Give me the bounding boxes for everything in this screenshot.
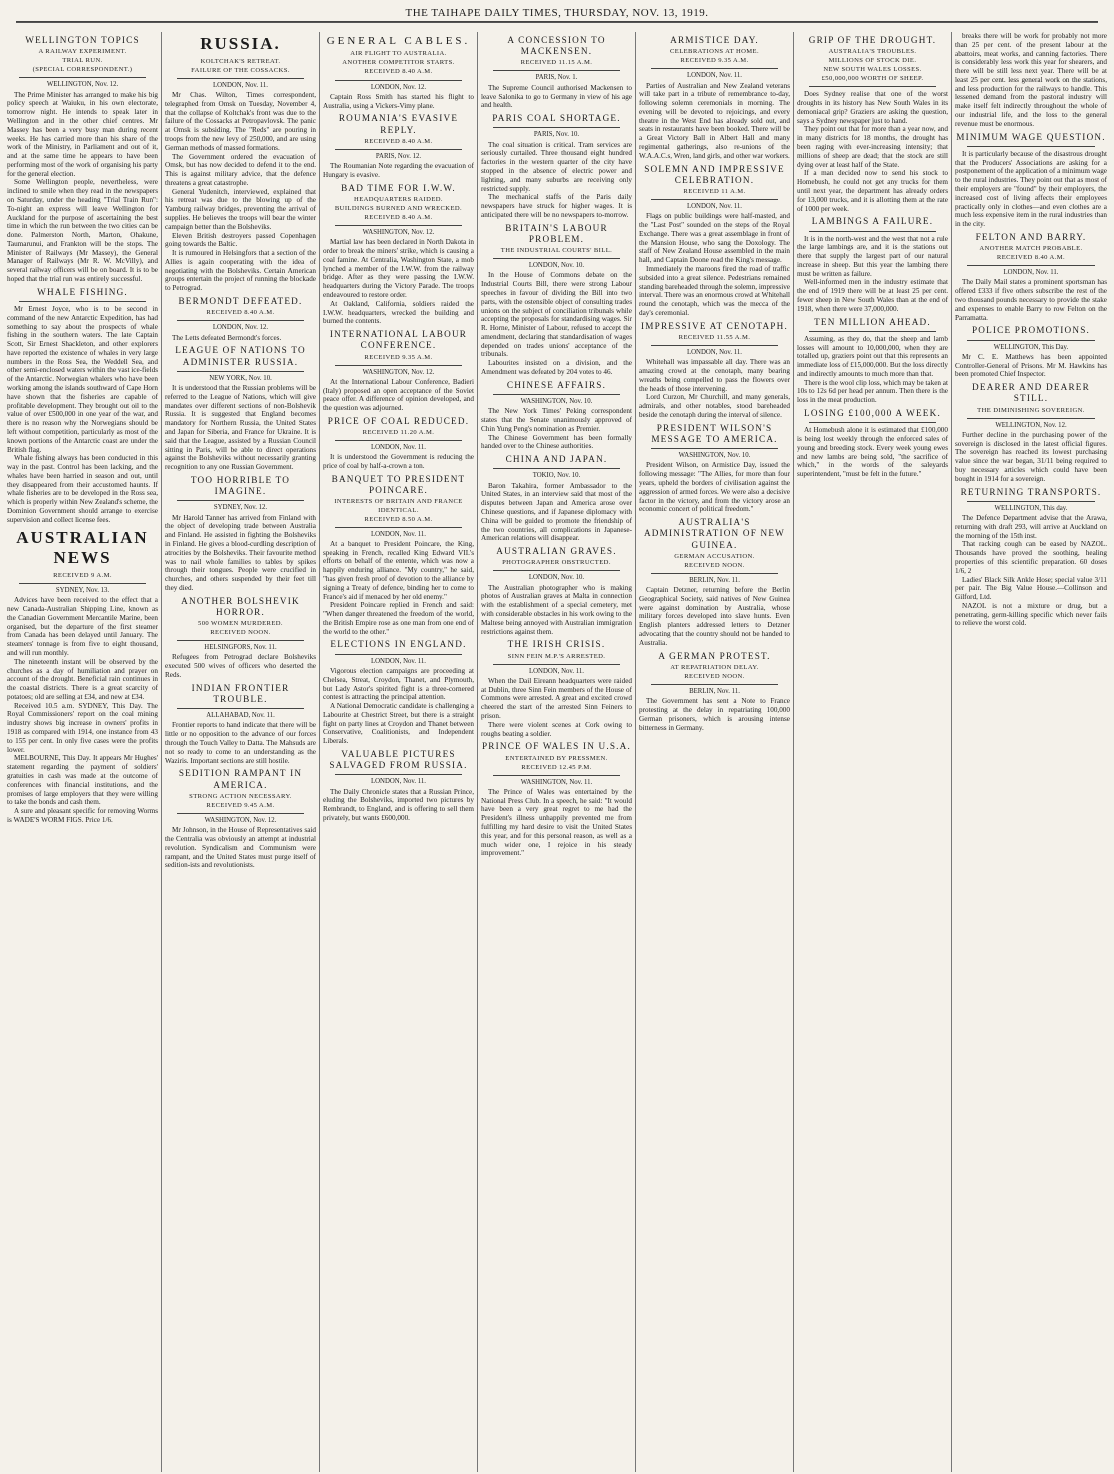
article-subheading: RECEIVED 9.35 A.M. <box>364 353 433 361</box>
paragraph: President Poincare replied in French and said: "When danger threatened the freedom of the world, the British Empire rose as one man from one end of the world to the other." <box>323 601 474 636</box>
article-subheading: 500 WOMEN MURDERED. <box>198 620 283 628</box>
paragraph: It is in the north-west and the west that not a rule the large lambings are, and it is the stations out there that supply the largest part of our natural increase in sheep. But this year the lambing there must be written as failure. <box>797 234 948 278</box>
paragraph: Eleven British destroyers passed Copenhagen going towards the Baltic. <box>165 231 316 249</box>
article <box>7 528 158 825</box>
article-subheading: MILLIONS OF STOCK DIE. <box>828 57 917 65</box>
article-subheading: RECEIVED 9.35 A.M. <box>680 57 749 65</box>
paragraph: The Government has sent a Note to France protesting at the delay in repatriating 100,000 German prisoners, which is arousing intense bitterness in Germany. <box>639 697 790 732</box>
paragraph: In the House of Commons debate on the Industrial Courts Bill, there were strong Labour speeches in favour of dividing the Bill into two parts, with the ostensible object of consulting trades unions on the subject of conciliation tribunals while accepting the proposals for standardising wages. Sir R. Horne, Minister of Labour, refused to accept the amendment, declaring that standardisation of wages depended on trades unions' acceptance of the tribunals. <box>481 271 632 359</box>
article-subheading: RECEIVED 9 A.M. <box>53 572 112 579</box>
article-heading: PARIS COAL SHORTAGE. <box>492 113 621 124</box>
divider <box>809 422 936 423</box>
paragraph: The Chinese Government has been formally handed over to the Chinese authorities. <box>481 433 632 451</box>
article <box>955 132 1107 229</box>
article-heading: POLICE PROMOTIONS. <box>971 325 1091 336</box>
article-subheading: THE DIMINISHING SOVEREIGN. <box>977 406 1085 414</box>
divider <box>651 68 778 69</box>
paragraph: Captain Ross Smith has started his flight to Australia, using a Vickers-Vimy plane. <box>323 92 474 110</box>
article-subheading: RECEIVED 8.50 A.M. <box>364 515 433 523</box>
article-heading: A GERMAN PROTEST. <box>658 650 771 661</box>
article-heading: INTERNATIONAL LABOUR CONFERENCE. <box>329 329 468 351</box>
article <box>481 639 632 738</box>
article-heading: TEN MILLION AHEAD. <box>814 316 931 327</box>
dateline: PARIS, Nov. 12. <box>375 152 422 160</box>
divider <box>335 654 462 655</box>
dateline: LONDON, Nov. 10. <box>528 574 585 582</box>
divider <box>335 80 462 81</box>
paragraph: The coal situation is critical. Tram services are seriously curtailed. Three thousand eight hundred factories in the western quarter of the city have stopped in the absence of electric power and lighting, and many suburbs are receiving only restricted supply. <box>481 140 632 193</box>
paragraph: A National Democratic candidate is challenging a Labourite at Chestrict Street, but there is a straight fight on party lines at Croydon and Thanet between Conservative, Coalitionists, and Independent Liberals. <box>323 702 474 746</box>
article-subheading: AIR FLIGHT TO AUSTRALIA. <box>350 50 447 58</box>
paragraph: The Australian photographer who is making photos of Australian graves at Malta in connection with the establishment of a special cemetery, met with considerable obstacles in his work owing to the Maltese being annoyed with Australian immigration restrictions against them. <box>481 583 632 636</box>
article <box>323 35 474 110</box>
article <box>797 408 948 479</box>
paragraph: Refugees from Petrograd declare Bolsheviks executed 500 wives of officers who deserted the Reds. <box>165 653 316 679</box>
divider <box>177 813 304 814</box>
dateline: WASHINGTON, Nov. 10. <box>520 397 593 405</box>
article-heading: PRICE OF COAL REDUCED. <box>327 415 470 426</box>
article-subheading: CELEBRATIONS AT HOME. <box>669 48 760 56</box>
paragraph: The Prime Minister has arranged to make his big policy speech at Waiuku, in his own electorate, tomorrow night. He intends to speak later in Wellington and in the other chief centres. Mr Massey has been a very busy man during recent weeks. He has carried more than his share of the work of the Ministry, in Parliament and out of it, and at the same time he appears to have been performing most of the work of organising his party for the general election. <box>7 90 158 178</box>
article-heading: IMPRESSIVE AT CENOTAPH. <box>641 320 788 331</box>
article <box>639 321 790 420</box>
divider <box>967 418 1095 419</box>
dateline: PARIS, Nov. 1. <box>535 74 578 82</box>
dateline: LONDON, Nov. 11. <box>213 81 268 89</box>
article <box>955 382 1107 483</box>
paragraph: A sure and pleasant specific for removing Worms is WADE'S WORM FIGS. Price 1/6. <box>7 807 158 824</box>
paragraph: That racking cough can be eased by NAZOL. Thousands have proved the soothing, healing properties of this scientific preparation. 60 doses 1/6, 2 <box>955 540 1107 575</box>
divider <box>335 365 462 366</box>
paragraph: General Yudenitch, interviewed, explained that his retreat was due to the blowing up of the Yamburg railway bridges, preventing the arrival of supplies. He believes the troops will bear the winter campaign better than the Bolsheviks. <box>165 187 316 231</box>
divider <box>335 225 462 226</box>
article <box>797 317 948 405</box>
paragraph: The nineteenth instant will be observed by the churches as a day of humiliation and prayer on account of the drought. Beneficial rain continues in the coastal districts. There is a great scarcity of potatoes; old are selling at £34, and new at £34. <box>7 657 158 701</box>
paragraph: Received 10.5 a.m. SYDNEY, This Day. The Royal Commissioners' report on the coal mining industry shows big increase in owners' profits in 1918 as compared with 1914, one instance from 43 to 155 per cent. In only five cases were the profits lower. <box>7 701 158 754</box>
article-heading: BANQUET TO PRESIDENT POINCARE. <box>331 474 466 496</box>
dateline: HELSINGFORS, Nov. 11. <box>204 644 277 652</box>
paragraph: Advices have been received to the effect that a new Canada-Australian Shipping Line, known as the Canadian Government Mercantile Marine, been organised, but the departure of the first steamer from Canada has been delayed until January. The steamers' tonnage is from five to eight thousand, and will run monthly. <box>7 596 158 657</box>
article-heading: ARMISTICE DAY. <box>670 35 759 45</box>
divider <box>19 77 146 78</box>
article <box>481 380 632 451</box>
dateline: SYDNEY, Nov. 13. <box>55 587 110 595</box>
paragraph: Martial law has been declared in North Dakota in order to break the miners' strike, which is causing a coal famine. At Centralia, Washington State, a mob lynched a member of the I.W.W. from the railway bridge. After as they were passing the I.W.W. headquarters during the Victory Parade. The troops endeavoured to restore order. <box>323 238 474 299</box>
paragraph: Mr Chas. Wilton, Times correspondent, telegraphed from Omsk on Tuesday, November 4, that the collapse of Koltchak's front was due to the failure of the Cossacks at Petropavlovsk. The panic at Omsk is subsiding. The "Reds" are pouring in troops from the new levy of 250,000, and are using German methods of massed formations. <box>165 91 316 152</box>
article <box>7 35 158 284</box>
divider <box>493 468 620 469</box>
article-heading: FELTON AND BARRY. <box>975 231 1087 242</box>
article-subheading: RECEIVED NOON. <box>210 629 271 637</box>
article <box>165 683 316 766</box>
article-subheading: RECEIVED 9.45 A.M. <box>206 801 275 809</box>
paragraph: Some Wellington people, nevertheless, were inclined to smile when they read in the newspapers on Saturday, under the heading "Trial Train Run": To-night an express will leave Wellington for Auckland for the purpose of ascertaining the best time in which the run between the two cities can be done. Palmerston North, Marton, Ohakune, Taumarunui, and Frankton will be the stops. The Minister of Railways (Mr Massey), the General Manager of Railways (Mr R. W. McVilly), and several railway officers will be on board. It is to be hoped that the trial run was entirely successful. <box>7 178 158 283</box>
article <box>639 423 790 514</box>
article-heading: BAD TIME FOR I.W.W. <box>341 182 456 193</box>
article-subheading: TRIAL RUN. <box>62 57 103 65</box>
paragraph: At Oakland, California, soldiers raided the I.W.W. headquarters, wrecked the building and burned the contents. <box>323 299 474 326</box>
divider <box>967 265 1095 266</box>
dateline: LONDON, Nov. 11. <box>529 667 584 675</box>
paragraph: The Defence Department advise that the Arawa, returning with draft 293, will arrive at Auckland on the morning of the 15th inst. <box>955 514 1107 540</box>
paragraph: Vigorous election campaigns are proceeding at Chelsea, Streat, Croydon, Thanet, and Plymouth, but Lady Astor's spirited fight is a three-cornered contest is attracting the principal attention. <box>323 666 474 702</box>
article <box>323 329 474 413</box>
paragraph: They point out that for more than a year now, and in many districts for 18 months, the drought has been raging with ever-increasing intensity; that millions of sheep are dead; that the stock are still dying over at least half of the State. <box>797 125 948 169</box>
article-heading: A CONCESSION TO MACKENSEN. <box>507 35 606 57</box>
article <box>323 749 474 823</box>
article-subheading: AT REPATRIATION DELAY. <box>670 663 759 671</box>
article <box>481 35 632 110</box>
paragraph: Further decline in the purchasing power of the sovereign is disclosed in the latest official figures. The sovereign has reached its lowest purchasing value since the war began, 31/11 being required to buy necessary articles which could have been bought in 1914 for a sovereign. <box>955 430 1107 483</box>
article-heading: CHINA AND JAPAN. <box>505 454 608 465</box>
divider <box>809 331 936 332</box>
article <box>955 487 1107 629</box>
article-subheading: RECEIVED 11.15 A.M. <box>520 59 593 67</box>
article-heading: ANOTHER BOLSHEVIK HORROR. <box>181 595 300 617</box>
article <box>165 768 316 870</box>
column-5 <box>636 32 794 1472</box>
paragraph: Ladies' Black Silk Ankle Hose; special value 3/11 per pair. The Big Value House.—Collinson and Gilford, Ltd. <box>955 575 1107 602</box>
article-subheading: RECEIVED 12.45 P.M. <box>521 763 592 771</box>
article <box>323 474 474 636</box>
article-heading: BERMONDT DEFEATED. <box>178 296 303 307</box>
dateline: TOKIO, Nov. 10. <box>532 472 581 480</box>
article-subheading: GERMAN ACCUSATION. <box>674 552 755 560</box>
article <box>323 416 474 471</box>
article-heading: GRIP OF THE DROUGHT. <box>808 35 937 45</box>
paragraph: Well-informed men in the industry estimate that the end of 1919 there will be at least 25 per cent. fewer sheep in New South Wales than at the end of 1918, when there were 37,000,000. <box>797 278 948 313</box>
paragraph: Frontier reports to hand indicate that there will be little or no opposition to the advance of our forces through the Touch Valley to Datta. The Mahsuds are not so ready to come to an understanding as the Waziris. Important sections are still hostile. <box>165 721 316 765</box>
article-heading: AUSTRALIAN NEWS <box>16 527 149 568</box>
article-heading: LOSING £100,000 A WEEK. <box>804 408 941 418</box>
dateline: LONDON, Nov. 11. <box>1003 269 1059 277</box>
article-subheading: £50,000,000 WORTH OF SHEEP. <box>821 75 924 83</box>
article <box>165 34 316 293</box>
article-heading: WELLINGTON TOPICS <box>25 35 140 45</box>
article <box>7 287 158 525</box>
article-heading: AUSTRALIAN GRAVES. <box>496 546 617 557</box>
article-subheading: HEADQUARTERS RAIDED. <box>354 195 443 203</box>
article <box>165 596 316 680</box>
column-1 <box>4 32 162 1472</box>
paragraph: At Homebush alone it is estimated that £100,000 is being lost weekly through the enforced sales of young and breeding stock. Every week young ewes and new lambs are being sold, "the sacrifice of which," in the words of the saleyards superintendent, "must be felt in the future." <box>797 426 948 479</box>
paragraph: The Daily Chronicle states that a Russian Prince, eluding the Bolsheviks, imported two pictures by Rembrandt, to England, and is offering to sell them privately, but wants £600,000. <box>323 787 474 823</box>
paragraph: Whale fishing always has been conducted in this way in the past. Control has been lacking, and the whales have been harried in season and out, until they disappeared from their accustomed haunts. If whale fisheries are to be developed in the Ross sea, which is properly within New Zealand's scheme, the Dominion Government should arrange to exercise supervision and collect license fees. <box>7 454 158 524</box>
article-heading: RETURNING TRANSPORTS. <box>960 486 1102 497</box>
article-subheading: RECEIVED 11 A.M. <box>683 188 746 196</box>
article-heading: BRITAIN'S LABOUR PROBLEM. <box>505 222 608 244</box>
paragraph: NAZOL is not a mixture or drug, but a penetrating, germ-killing specific which never fails to relieve the worst cold. <box>955 601 1107 628</box>
paragraph: Mr C. E. Matthews has been appointed Controller-General of Prisons. Mr M. Hawkins has been promoted Chief Inspector. <box>955 352 1107 379</box>
article <box>323 183 474 326</box>
divider <box>493 394 620 395</box>
dateline: LONDON, Nov. 11. <box>371 657 426 665</box>
paragraph: breaks there will be work for probably not more than 25 per cent. of the present labour at the abattoirs, meat works, and canning factories. There is considerably less work this year for shearers, and there will be still less next year. There will be at least 25 per cent. less general work on the stations, and less production for the railways to handle. This lessened demand from the pastoral industry will make itself felt indirectly throughout the whole of our industrial life, and the loss to the general revenue must be enormous. <box>955 32 1107 128</box>
article-heading: LEAGUE OF NATIONS TO ADMINISTER RUSSIA. <box>175 345 306 367</box>
article <box>323 639 474 746</box>
article-subheading: RECEIVED NOON. <box>684 672 745 680</box>
article-subheading: A RAILWAY EXPERIMENT. <box>38 48 127 56</box>
paragraph: The Letts defeated Bermondt's forces. <box>172 333 282 342</box>
divider <box>493 570 620 571</box>
dateline: WASHINGTON, Nov. 12. <box>362 228 435 236</box>
paragraph: Baron Takahira, former Ambassador to the United States, in an interview said that most of the disputes between Japan and America arose over Chinese questions, and if Japanese diplomacy with China will be guided to promote the friendship of the two countries, all complications in Japanese-American relations will disappear. <box>481 481 632 543</box>
dateline: LONDON, Nov. 11. <box>371 530 426 538</box>
divider <box>967 501 1095 502</box>
article-heading: ELECTIONS IN ENGLAND. <box>330 639 467 650</box>
paragraph: The New York Times' Peking correspondent states that the Senate unanimously approved of Chin Yung Peng's nomination as Premier. <box>481 407 632 433</box>
article <box>639 517 790 647</box>
paragraph: Mr Harold Tanner has arrived from Finland with the object of developing trade between Australia and Finland. He assisted in fighting the Bolsheviks in Finland. He gives a blood-curdling description of atrocities by the Bolsheviks. Their favourite method was to nail whole families to tables by spikes through their tongues. People were crucified in churches, and others suspended by their feet till they died. <box>165 513 316 592</box>
paragraph: It is rumoured in Helsingfors that a section of the Allies is again cooperating with the idea of negotiating with the Bolsheviks. Certain American groups entertain the project of running the blockade to Petrograd. <box>165 249 316 293</box>
divider <box>177 78 304 79</box>
paragraph: President Wilson, on Armistice Day, issued the following message: "The Allies, for more than four years, upheld the borders of civilisation against the aggression of armed forces. We were also a decisive factor in the victory, and from the victory arose an economic concert of political freedom." <box>639 461 790 514</box>
article-subheading: PHOTOGRAPHER OBSTRUCTED. <box>502 559 611 567</box>
article <box>481 223 632 377</box>
dateline: WELLINGTON, This day. <box>994 504 1068 512</box>
article <box>165 345 316 472</box>
divider <box>651 199 778 200</box>
paragraph: When the Dail Eireann headquarters were raided at Dublin, three Sinn Fein members of the House of Commons were arrested. A great and excited crowd cheered the start of the arrested Sinn Feiners to prison. <box>481 676 632 720</box>
article-subheading: RECEIVED 8.40 A.M. <box>364 68 433 76</box>
article-heading: SEDITION RAMPANT IN AMERICA. <box>178 768 303 790</box>
paragraph: The Roumanian Note regarding the evacuation of Hungary is evasive. <box>323 162 474 179</box>
article <box>797 216 948 313</box>
paragraph: It is understood that the Russian problems will be referred to the League of Nations, which will give mandates over different sections of non-Bolshevik Russia. It is suggested that England becomes mandatory for Northern Russia, the United States and Japan for Siberia, and France for Ukraine. It is said that the League, assisted by a Russian Council sitting in Paris, will be able to direct operations against the Bolsheviks without necessarily granting recognition to any one Russian Government. <box>165 384 316 472</box>
paragraph: Lord Curzon, Mr Churchill, and many generals, admirals, and other notables, stood bareheaded beside the cenotaph during the interval of silence. <box>639 393 790 419</box>
divider <box>177 640 304 641</box>
column-7 <box>952 32 1110 1472</box>
paragraph: The Daily Mail states a prominent sportsman has offered £333 if five others subscribe the rest of the two thousand pounds necessary to provide the stake and expenses to enable Barry to row Felton on the Parramatta. <box>955 278 1107 322</box>
article-heading: WHALE FISHING. <box>37 286 128 297</box>
dateline: LONDON, Nov. 11. <box>687 348 742 356</box>
article <box>165 475 316 593</box>
paragraph: The Supreme Council authorised Mackensen to leave Salonika to go to Germany in view of his age and health. <box>481 83 632 110</box>
article-subheading: AUSTRALIA'S TROUBLES. <box>828 48 917 56</box>
dateline: LONDON, Nov. 11. <box>687 72 742 80</box>
article-heading: AUSTRALIA'S ADMINISTRATION OF NEW GUINEA. <box>643 517 786 550</box>
dateline: BERLIN, Nov. 11. <box>689 576 740 584</box>
column-4 <box>478 32 636 1472</box>
paragraph: At a banquet to President Poincare, the King, speaking in French, recalled King Edward VII.'s efforts on behalf of the entente, which was now a happily enduring alliance. "My country," he said, "has given fresh proof of devotion to the alliance by signing a Treaty of defence, binding her to come to France's aid if menaced by her old enemy." <box>323 539 474 601</box>
article <box>639 164 790 318</box>
divider <box>177 320 304 321</box>
article-subheading: STRONG ACTION NECESSARY. <box>189 792 292 800</box>
paragraph: Captain Detzner, returning before the Berlin Geographical Society, said natives of New Guinea were against domination by Australia, whose military forces developed into slave hunts. Even English planters addressed letters to Detzner advocating that the country should not be handed to Australia. <box>639 586 790 647</box>
divider <box>967 340 1095 341</box>
article-heading: VALUABLE PICTURES SALVAGED FROM RUSSIA. <box>329 748 468 771</box>
article-subheading: BUILDINGS BURNED AND WRECKED. <box>334 204 463 212</box>
article-subheading: RECEIVED 11.55 A.M. <box>678 333 751 341</box>
column-3 <box>320 32 478 1472</box>
paragraph: At the International Labour Conference, Badieri (Italy) proposed an open acceptance of the Soviet peace offer. A difference of opinion developed, and the question was adjourned. <box>323 377 474 413</box>
article <box>639 651 790 733</box>
article-subheading: ANOTHER COMPETITOR STARTS. <box>342 59 455 67</box>
dateline: LONDON, Nov. 10. <box>528 262 585 270</box>
article <box>481 741 632 858</box>
dateline: WASHINGTON, Nov. 10. <box>678 452 751 460</box>
paragraph: It is understood the Government is reducing the price of coal by half-a-crown a ton. <box>323 453 474 471</box>
article-heading: PRESIDENT WILSON'S MESSAGE TO AMERICA. <box>651 422 778 444</box>
article <box>481 113 632 220</box>
article-subheading: KOLTCHAK'S RETREAT. <box>200 57 281 65</box>
article <box>165 296 316 342</box>
paragraph: The Prince of Wales was entertained by the National Press Club. In a speech, he said: "It would have been a very great regret to me had the President's illness unhappily prevented me from fulfilling my hard desire to visit the United States this year, and for this personal reason, as well as a much wider one, I rejoice in his steady improvement." <box>481 787 632 858</box>
divider <box>651 448 778 449</box>
article-heading: SOLEMN AND IMPRESSIVE CELEBRATION. <box>644 163 785 185</box>
article <box>955 325 1107 379</box>
dateline: SYDNEY, Nov. 12. <box>213 504 268 512</box>
article <box>481 454 632 543</box>
paragraph: MELBOURNE, This Day. It appears Mr Hughes' statement regarding the payment of soldiers' gratuities in cash was made at the outcome of conferences with financial institutions, and the promises of large employers that they were willing to take the bonds and cash them. <box>7 754 158 807</box>
paragraph: The Government ordered the evacuation of Omsk, but has now decided to defend it to the end. This is against military advice, that the defence threatens a great catastrophe. <box>165 152 316 187</box>
article <box>955 232 1107 322</box>
article-subheading: ENTERTAINED BY PRESSMEN. <box>505 754 608 762</box>
article <box>797 35 948 213</box>
article-heading: RUSSIA. <box>200 34 281 53</box>
divider <box>493 775 620 776</box>
article-heading: INDIAN FRONTIER TROUBLE. <box>191 682 290 704</box>
divider <box>177 500 304 501</box>
column-2 <box>162 32 320 1472</box>
divider <box>493 664 620 665</box>
divider <box>335 440 462 441</box>
paragraph: Flags on public buildings were half-masted, and the "Last Post" sounded on the steps of the Royal Exchange. There was a great assemblage in front of the Mansion House, who sang the Doxology. The staff of New Zealand House assembled in the main hall, and Captain Doone read the King's message. <box>639 212 790 265</box>
dateline: NEW YORK, Nov. 10. <box>209 374 272 382</box>
article-subheading: RECEIVED NOON. <box>684 561 745 569</box>
article-subheading: NEW SOUTH WALES LOSSES. <box>823 66 922 74</box>
paragraph: Mr Johnson, in the House of Representatives said the Centralia was obviously an attempt at industrial revolution. Syndicalism and Communism were rampant, and the United States must purge itself of sedition-ists and revolutionists. <box>165 826 316 870</box>
article-heading: GENERAL CABLES. <box>326 35 471 47</box>
paragraph: There is the wool clip loss, which may be taken at 10s to 12s 6d per head per annum. Then there is the loss in the meat production. <box>797 378 948 405</box>
divider <box>177 708 304 709</box>
paragraph: Parties of Australian and New Zealand veterans will take part in a tribute of remembrance to-day, following solemn ceremonials in morning. The evening will be devoted to rejoicings, and every theatre in the West End has already sold out, and seats in restaurants have been booked. There will be a Great Victory Ball in Albert Hall and many regimental gatherings, also re-unions of the W.A.A.C.s, Wren, land girls, and other war workers. <box>639 81 790 160</box>
dateline: PARIS, Nov. 10. <box>533 131 580 139</box>
divider <box>809 231 936 232</box>
divider <box>967 146 1095 147</box>
paragraph: The mechanical staffs of the Paris daily newspapers have struck for higher wages. It is anticipated there will be no newspapers to-morrow. <box>481 193 632 219</box>
columns <box>4 32 1110 1472</box>
article-subheading: FAILURE OF THE COSSACKS. <box>191 66 290 74</box>
article-heading: TOO HORRIBLE TO IMAGINE. <box>190 474 291 497</box>
dateline: ALLAHABAD, Nov. 11. <box>206 712 275 720</box>
divider <box>651 684 778 685</box>
paragraph: If a man decided now to send his stock to Homebush, he could not get any trucks for them until next year, the department has already orders for 13,000 trucks, and it is allotting them at the rate of 1000 per week. <box>797 169 948 213</box>
divider <box>809 86 936 87</box>
article-subheading: RECEIVED 8.40 A.M. <box>996 254 1066 262</box>
dateline: WASHINGTON, Nov. 12. <box>362 368 435 376</box>
article-heading: PRINCE OF WALES IN U.S.A. <box>481 741 632 752</box>
dateline: LONDON, Nov. 11. <box>371 778 426 786</box>
article-heading: THE IRISH CRISIS. <box>507 639 606 650</box>
masthead-title: THE TAIHAPE DAILY TIMES, THURSDAY, NOV. 13, 1919. <box>405 7 709 19</box>
divider <box>335 149 462 150</box>
paragraph: Does Sydney realise that one of the worst droughts in its history has New South Wales in its demoniacal grip? Graziers are asking the question, says a Sydney newspaper just to hand. <box>797 90 948 125</box>
article-subheading: RECEIVED 11.20 A.M. <box>362 429 435 437</box>
paragraph: Assuming, as they do, that the sheep and lamb losses will amount to 10,000,000, when they are totalled up, graziers point out that this represents an immediate loss of £15,000,000. But the loss directly and indirectly amounts to much more than that. <box>797 334 948 378</box>
paragraph: Labourites insisted on a division, and the Amendment was defeated by 204 votes to 46. <box>481 359 632 376</box>
article-subheading: ANOTHER MATCH PROBABLE. <box>979 245 1083 253</box>
dateline: WASHINGTON, Nov. 12. <box>204 816 277 824</box>
article-heading: DEARER AND DEARER STILL. <box>972 382 1090 404</box>
paragraph: It is particularly because of the disastrous drought that the Producers' Associations are asking for a postponement of the application of a minimum wage to the rural industries. They point out that as most of their employers are "found" by their employers, the increased cost of living affects their employees practically only in clothes—and even clothes are a much less expensive item in the rural industries than in the city. <box>955 149 1107 229</box>
dateline: WELLINGTON, This Day. <box>993 343 1069 351</box>
paragraph: Whitehall was impassable all day. There was an amazing crowd at the cenotaph, many bearing wreaths being compelled to pass the flowers over the heads of those intervening. <box>639 358 790 393</box>
article-subheading: SINN FEIN M.P.'S ARRESTED. <box>507 652 606 660</box>
article <box>955 32 1107 129</box>
divider <box>493 258 620 259</box>
dateline: LONDON, Nov. 12. <box>212 324 269 332</box>
article-subheading: (SPECIAL CORRESPONDENT.) <box>32 66 133 74</box>
article <box>323 113 474 179</box>
divider <box>651 573 778 574</box>
divider <box>493 127 620 128</box>
article-heading: ROUMANIA'S EVASIVE REPLY. <box>338 113 459 135</box>
dateline: BERLIN, Nov. 11. <box>689 687 740 695</box>
divider <box>335 774 462 775</box>
article-heading: MINIMUM WAGE QUESTION. <box>956 131 1106 142</box>
dateline: WELLINGTON, Nov. 12. <box>995 421 1067 429</box>
dateline: LONDON, Nov. 12. <box>370 83 427 91</box>
paragraph: Immediately the maroons fired the road of traffic subsided into a great silence. Pedestrians remained standing bareheaded through the solemn, impressive interval. There was an enormous crowd at Whitehall round the cenotaph, which was the mecca of the day's ceremonial. <box>639 265 790 317</box>
article-subheading: RECEIVED 8.40 A.M. <box>364 137 433 145</box>
article-heading: CHINESE AFFAIRS. <box>506 379 607 390</box>
dateline: LONDON, Nov. 11. <box>687 203 742 211</box>
dateline: LONDON, Nov. 11. <box>371 444 426 452</box>
divider <box>177 371 304 372</box>
divider <box>493 70 620 71</box>
article-heading: LAMBINGS A FAILURE. <box>811 216 934 227</box>
divider <box>651 345 778 346</box>
article-subheading: RECEIVED 8.40 A.M. <box>364 213 433 221</box>
paragraph: Mr Ernest Joyce, who is to be second in command of the new Antarctic Expedition, has had something to say about the prospects of whale fishing in the southern waters. The late Captain Scott, Sir Ernest Shackleton, and other explorers have reported the existence of whales in very large numbers in the Ross Sea, the Weddell Sea, and other semi-enclosed waters within the vast ice-fields of the Antarctic. Norwegian whalers who have been working among the islands southward of Cape Horn have shown that the fisheries are capable of profitable development. They brought out oil to the value of over £500,000 in one year of the war, and there is no reason why the Norwegians should be left without competition, particularly as most of the known portions of the Antarctic coast are under the British flag. <box>7 305 158 454</box>
masthead <box>0 0 1114 28</box>
divider <box>19 301 146 302</box>
dateline: WELLINGTON, Nov. 12. <box>46 81 119 89</box>
article-subheading: THE INDUSTRIAL COURTS' BILL. <box>500 247 613 255</box>
article-subheading: RECEIVED 8.40 A.M. <box>206 309 275 317</box>
paragraph: There were violent scenes at Cork owing to roughs beating a soldier. <box>481 720 632 738</box>
divider <box>335 527 462 528</box>
dateline: WASHINGTON, Nov. 11. <box>520 778 593 786</box>
article <box>639 35 790 161</box>
column-6 <box>794 32 952 1472</box>
divider <box>19 583 146 584</box>
article <box>481 546 632 636</box>
article-subheading: INTERESTS OF BRITAIN AND FRANCE IDENTICAL. <box>334 498 463 514</box>
